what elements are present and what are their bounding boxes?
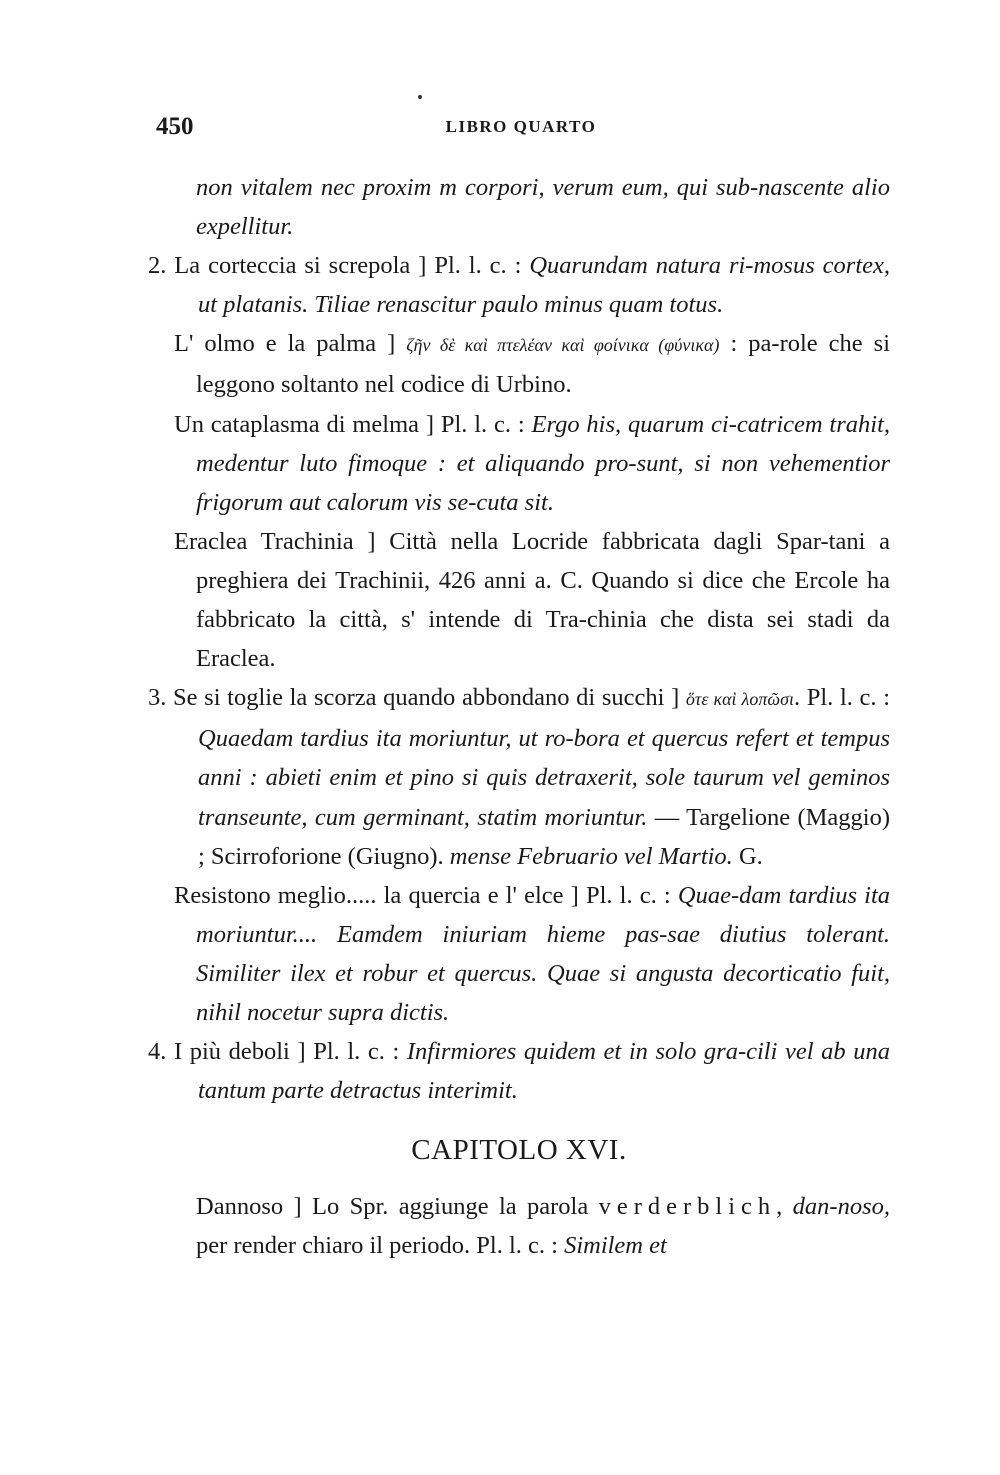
note-text: , (776, 1193, 793, 1221)
note-text: 4. I più deboli ] Pl. l. c. : (148, 1038, 407, 1066)
latin-quote: mense Februario vel Martio. (449, 842, 733, 870)
note-paragraph (148, 324, 890, 404)
latin-quote: Infirmiores quidem et in solo gra-cili vel ab una tantum parte detractus interimit. (198, 1038, 890, 1105)
greek-quote: ὅτε καὶ λοπῶσι (685, 689, 794, 710)
note-paragraph (148, 522, 890, 678)
latin-quote: Ergo his, quarum ci-catricem trahit, medentur luto fimoque : et aliquando pro-sunt, si non vehementior frigorum aut calorum vis se-cuta sit. (196, 410, 890, 516)
chapter-heading: CAPITOLO XVI. (411, 1134, 627, 1167)
note-text: 2. La corteccia si screpola ] Pl. l. c. : (148, 252, 530, 280)
running-title: LIBRO QUARTO (445, 117, 597, 136)
ink-dot (418, 95, 422, 99)
note-text: — Targelione (Maggio) ; Scirroforione (Giugno). (198, 803, 890, 870)
page-number: 450 (156, 113, 194, 140)
note-text: per render chiaro il periodo. Pl. l. c. : (196, 1232, 565, 1260)
note-text: Resistono meglio..... la quercia e l' elce ] Pl. l. c. : (174, 881, 678, 909)
latin-quote: Quae-dam tardius ita moriuntur.... Eamdem iniuriam hieme pas-sae diutius tolerant. Similiter ilex et robur et quercus. Quae si angusta decorticatio fuit, nihil nocetur supra dictis. (196, 881, 890, 1026)
note-text: : pa-role che si leggono soltanto nel codice di Urbino. (196, 330, 890, 399)
running-header (150, 113, 892, 147)
latin-quote: dan-noso, (792, 1193, 890, 1221)
note-text: G. (732, 842, 763, 870)
note-text: 3. Se si toglie la scorza quando abbondano di succhi ] (148, 684, 686, 712)
note-paragraph (148, 1187, 890, 1265)
spaced-word: verderblich (598, 1193, 777, 1221)
note-text: Dannoso ] Lo Spr. aggiunge la parola (196, 1193, 599, 1221)
note-text: . Pl. l. c. : (793, 684, 891, 712)
note-paragraph (148, 1032, 890, 1110)
note-paragraph (148, 678, 890, 875)
greek-quote: ζῆν δὲ καὶ πτελέαν καὶ φοίνικα (φύνικα) (406, 335, 720, 356)
latin-quote: Quarundam natura ri-mosus cortex, ut platanis. Tiliae renascitur paulo minus quam totus. (198, 252, 890, 319)
latin-quote: Quaedam tardius ita moriuntur, ut ro-bora et quercus refert et tempus anni : abieti enim et pino si quis detraxerit, sole taurum vel geminos transeunte, cum germinant, statim moriuntur. (198, 725, 890, 831)
latin-quote: Similem et (564, 1232, 667, 1260)
note-paragraph (148, 876, 890, 1032)
note-text: Eraclea Trachinia ] Città nella Locride fabbricata dagli Spar-tani a preghiera dei Trachinii, 426 anni a. C. Quando si dice che Ercole ha fabbricato la città, s' intende di Tra-chinia che dista sei stadi da Eraclea. (174, 527, 890, 673)
note-text: Un cataplasma di melma ] Pl. l. c. : (174, 410, 532, 438)
chapter-commentary (148, 1187, 890, 1265)
note-paragraph (148, 168, 890, 246)
latin-quote: non vitalem nec proxim m corpori, verum eum, qui sub-nascente alio expellitur. (196, 174, 890, 241)
commentary-notes (148, 168, 890, 1110)
note-text: L' olmo e la palma ] (174, 330, 407, 358)
body-text (148, 168, 890, 1265)
note-paragraph (148, 246, 890, 324)
note-paragraph (148, 405, 890, 522)
